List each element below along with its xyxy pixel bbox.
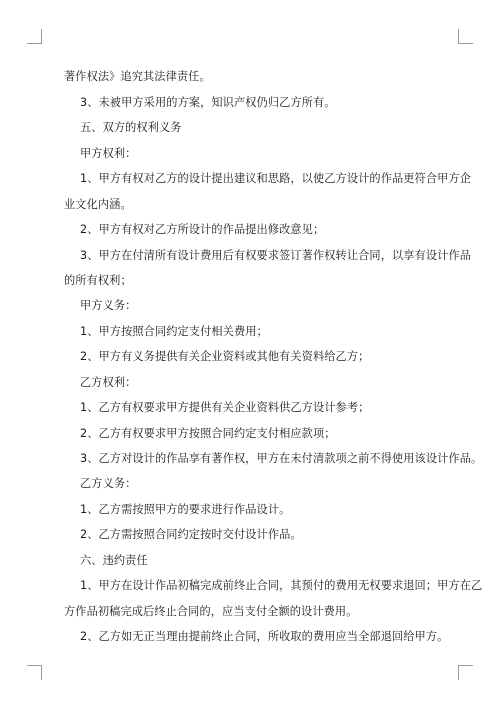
subheading: 甲方义务： [80, 299, 137, 312]
crop-mark-top-left [27, 29, 42, 44]
text-line: 2、乙方如无正当理由提前终止合同，所收取的费用应当全部退回给甲方。 [80, 630, 449, 643]
section-heading: 六、违约责任 [80, 554, 148, 567]
text-line: 2、甲方有义务提供有关企业资料或其他有关资料给乙方； [80, 350, 370, 363]
text-line: 1、乙方需按照甲方的要求进行作品设计。 [80, 503, 291, 516]
text-line: 1、乙方有权要求甲方提供有关企业资料供乙方设计参考； [80, 401, 370, 414]
section-heading: 五、双方的权利义务 [80, 121, 182, 134]
crop-mark-bottom-left [27, 665, 42, 680]
subheading: 甲方权利： [80, 147, 137, 160]
text-line: 2、甲方有权对乙方所设计的作品提出修改意见； [80, 223, 325, 236]
subheading: 乙方权利： [80, 376, 137, 389]
text-line: 1、甲方按照合同约定支付相关费用； [80, 325, 268, 338]
text-line: 的所有权利； [64, 274, 132, 287]
text-line: 业文化内涵。 [64, 198, 132, 211]
text-line: 1、甲方有权对乙方的设计提出建议和思路，以使乙方设计的作品更符合甲方企 [80, 172, 471, 185]
text-line: 著作权法》追究其法律责任。 [64, 70, 211, 83]
text-line: 2、乙方需按照合同约定按时交付设计作品。 [80, 528, 302, 541]
text-line: 1、甲方在设计作品初稿完成前终止合同，其预付的费用无权要求退回；甲方在乙 [80, 579, 483, 592]
text-line: 方作品初稿完成后终止合同的，应当支付全额的设计费用。 [64, 605, 358, 618]
text-line: 3、未被甲方采用的方案，知识产权仍归乙方所有。 [80, 96, 336, 109]
text-line: 2、乙方有权要求甲方按照合同约定支付相应款项； [80, 427, 336, 440]
text-line: 3、乙方对设计的作品享有著作权，甲方在未付清款项之前不得使用该设计作品。 [80, 452, 483, 465]
text-line: 3、甲方在付清所有设计费用后有权要求签订著作权转让合同，以享有设计作品 [80, 249, 471, 262]
crop-mark-top-right [458, 29, 473, 44]
subheading: 乙方义务： [80, 477, 137, 490]
crop-mark-bottom-right [458, 665, 473, 680]
